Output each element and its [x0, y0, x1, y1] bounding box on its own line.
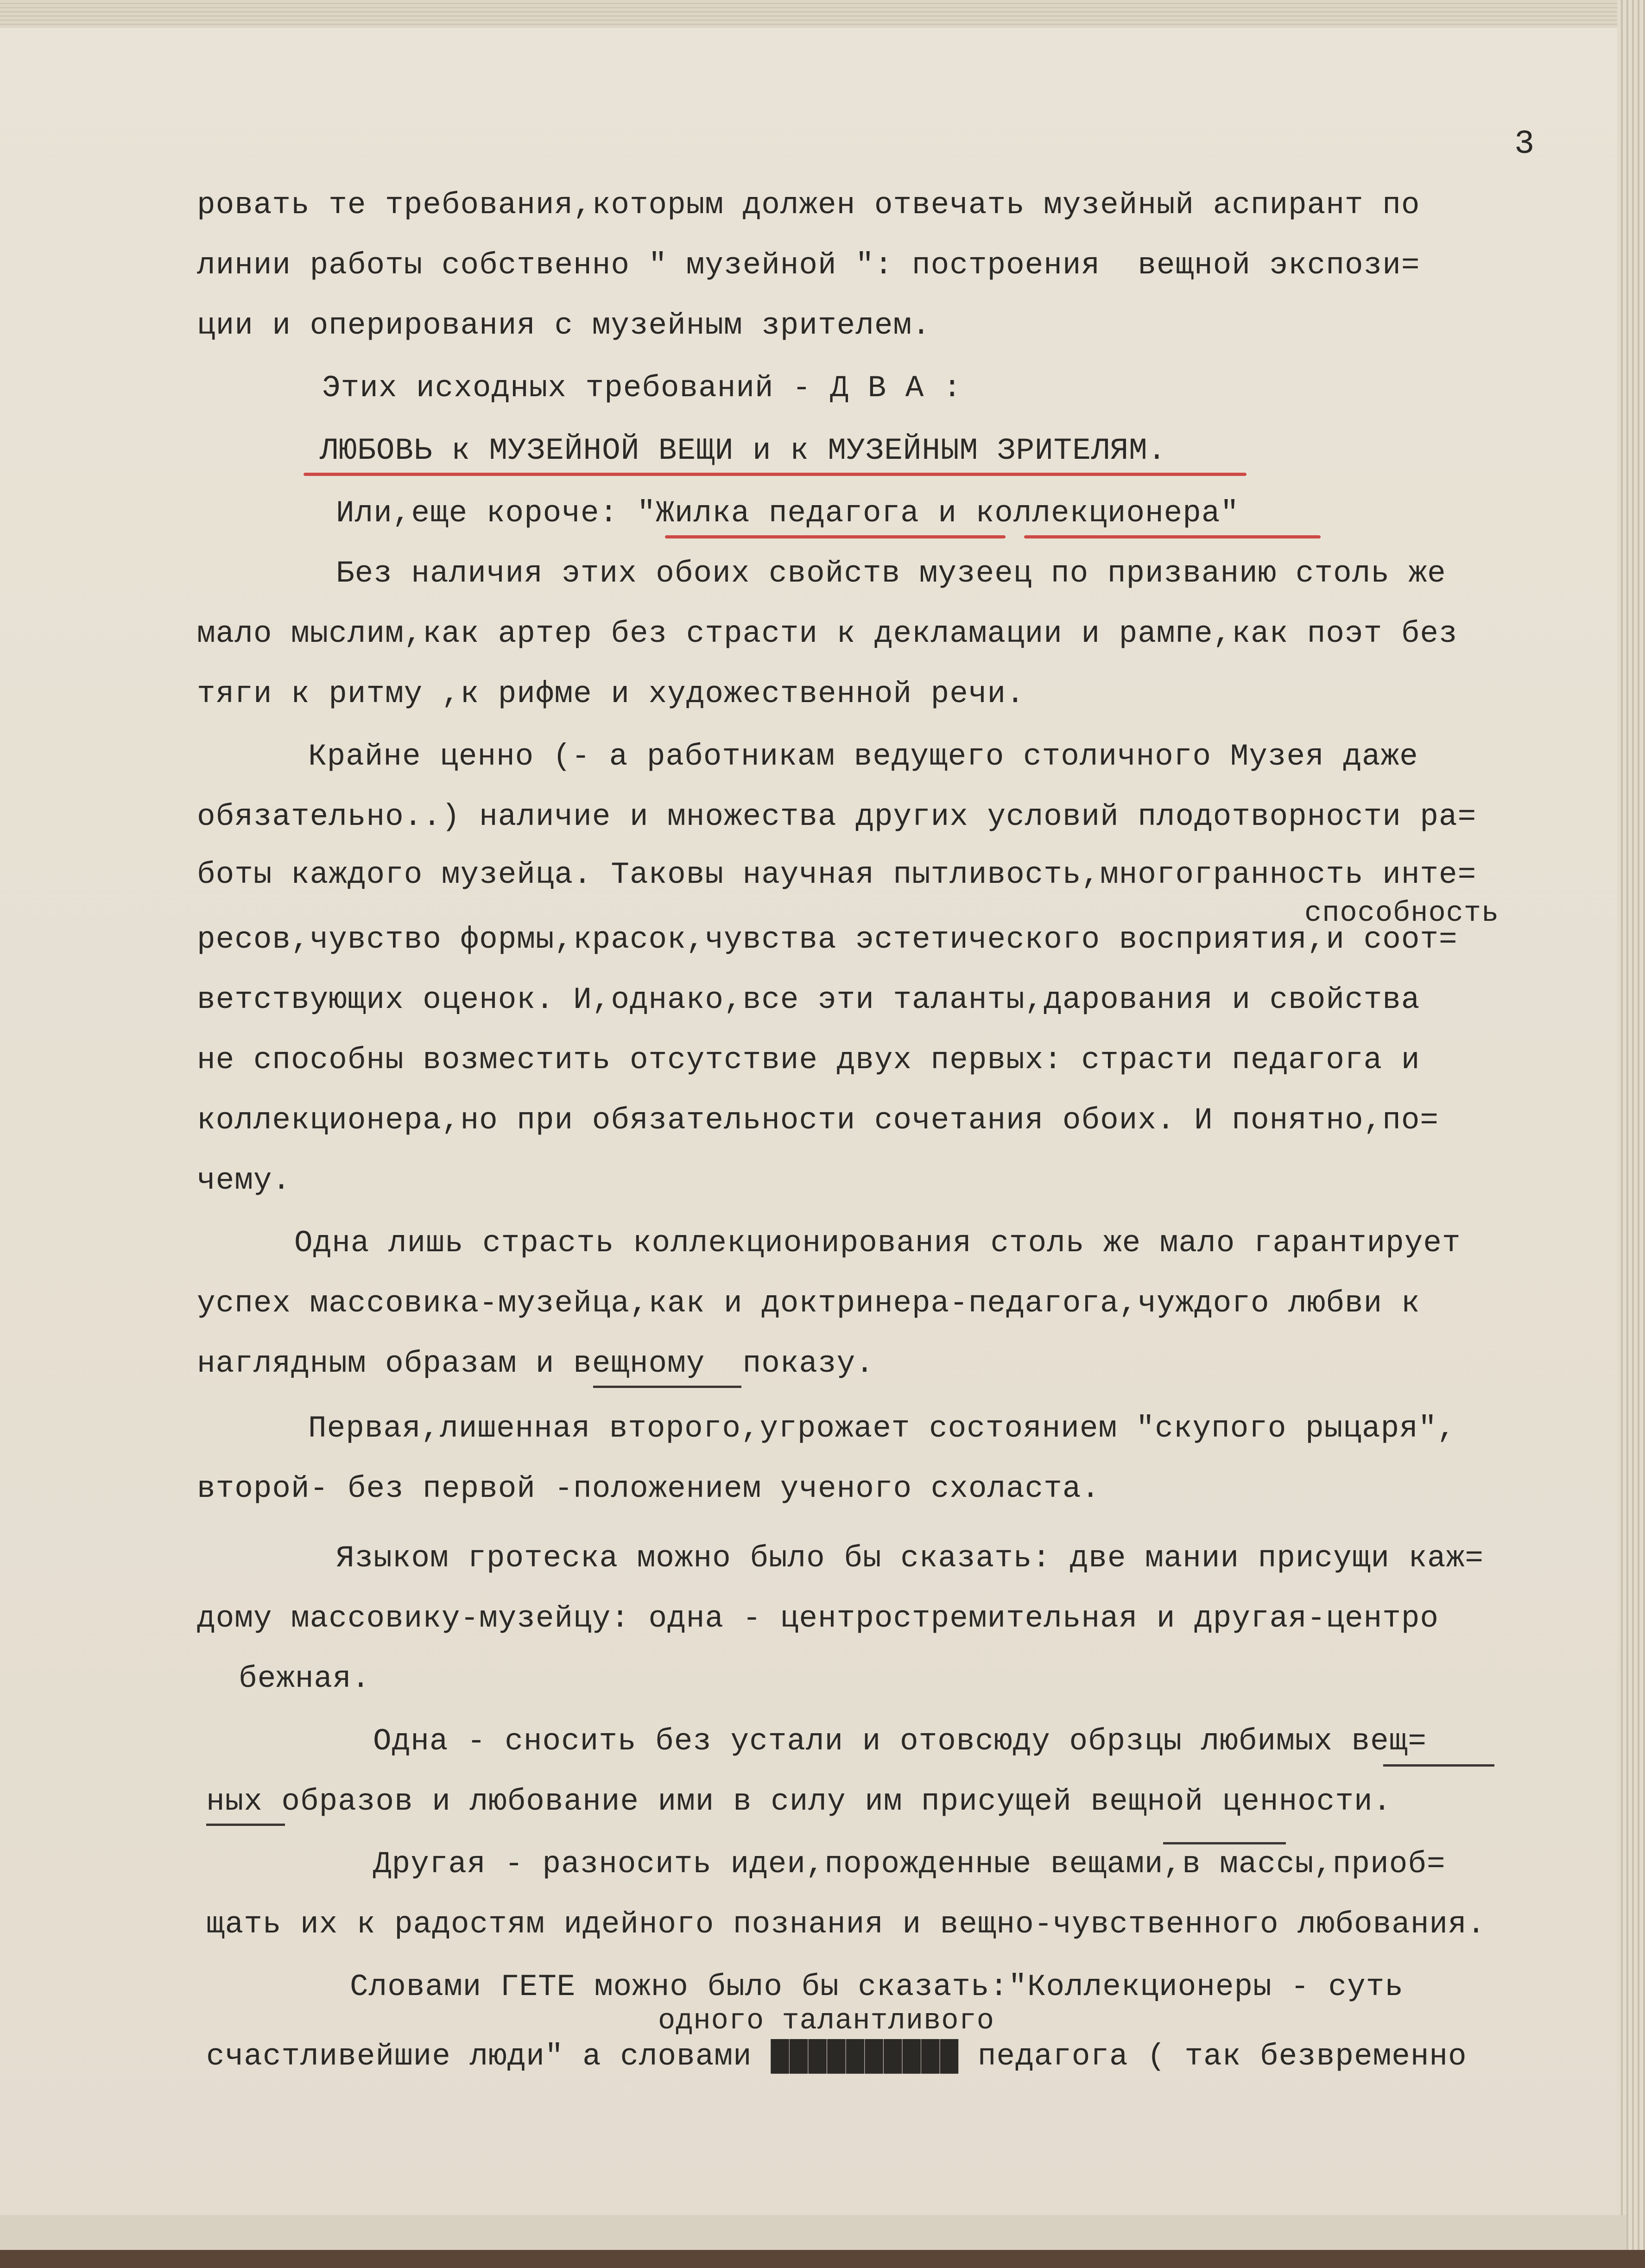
line-18: Одна лишь страсть коллекционирования столь же мало гарантирует [294, 1226, 1461, 1261]
page-number: 3 [1514, 125, 1535, 163]
red-underline-2b [1024, 535, 1321, 538]
line-9: тяги к ритму ,к рифме и художественной речи. [197, 677, 1025, 711]
line-26: Одна - сносить без устали и отовсюду обрзцы любимых вещ= [373, 1724, 1427, 1759]
line-16: коллекционера,но при обязательности сочетания обоих. И понятно,по= [197, 1103, 1439, 1138]
line-23: Языком гротеска можно было бы сказать: две мании присущи каж= [336, 1541, 1484, 1576]
line-8: мало мыслим,как артер без страсти к декламации и рампе,как поэт без [197, 616, 1458, 651]
binding-shadow [0, 2250, 1645, 2268]
line-20: наглядным образам и вещному показу. [197, 1346, 874, 1381]
line-14: ветствующих оценок. И,однако,все эти таланты,дарования и свойства [197, 982, 1420, 1017]
line-10: Крайне ценно (- а работникам ведущего столичного Музея даже [308, 739, 1418, 774]
line-27: ных образов и любование ими в силу им присущей вещной ценности. [206, 1784, 1392, 1819]
line-11: обязательно..) наличие и множества других условий плодотворности ра= [197, 799, 1477, 834]
ink-underline-veshnomu [593, 1386, 741, 1388]
line-17: чему. [197, 1163, 291, 1198]
ink-underline-veshnoi [1163, 1842, 1286, 1844]
line-31: счастливейшие люди" а словами ██████████ педагога ( так безвременно [206, 2039, 1467, 2074]
line-1: ровать те требования,которым должен отвечать музейный аспирант по [197, 188, 1420, 222]
line-21: Первая,лишенная второго,угрожает состоянием "скупого рыцаря", [308, 1411, 1456, 1446]
red-underline-1 [304, 473, 1246, 476]
red-underline-2a [665, 535, 1006, 538]
line-19: успех массовика-музейца,как и доктринера-педагога,чуждого любви к [197, 1286, 1420, 1321]
ink-underline-nykh [206, 1824, 285, 1826]
line-4: Этих исходных требований - Д В А : [322, 371, 962, 405]
line-29: щать их к радостям идейного познания и вещно-чувственного любования. [206, 1907, 1486, 1942]
insertion-odnogo-talantlivogo: одного талантливого [658, 2004, 994, 2037]
line-7: Без наличия этих обоих свойств музеец по призванию столь же [336, 556, 1446, 591]
page-stack-right-edge [1617, 0, 1645, 2268]
line-15: не способны возместить отсутствие двух первых: страсти педагога и [197, 1043, 1420, 1077]
line-5-underlined-red: ЛЮБОВЬ к МУЗЕЙНОЙ ВЕЩИ и к МУЗЕЙНЫМ ЗРИТЕЛЯМ. [320, 433, 1167, 468]
line-24: дому массовику-музейцу: одна - центростремительная и другая-центро [197, 1601, 1439, 1636]
line-6: Или,еще короче: "Жилка педагога и коллекционера" [336, 496, 1240, 531]
line-22: второй- без первой -положением ученого схоласта. [197, 1471, 1101, 1506]
line-25: бежная. [239, 1661, 371, 1696]
line-28: Другая - разносить идеи,порожденные вещами,в массы,приоб= [373, 1847, 1446, 1882]
line-12: боты каждого музейца. Таковы научная пытливость,многогранность инте= [197, 857, 1477, 892]
page-stack-top-edge [0, 0, 1645, 28]
insertion-sposobnost: способность [1304, 897, 1499, 930]
ink-underline-veshch [1383, 1764, 1494, 1767]
line-2: линии работы собственно " музейной ": построения вещной экспози= [197, 248, 1420, 283]
page-bottom-margin [0, 2215, 1626, 2250]
line-30: Словами ГЕТЕ можно было бы сказать:"Коллекционеры - суть [350, 1970, 1404, 2004]
line-13: ресов,чувство формы,красок,чувства эстетического восприятия,и соот= [197, 922, 1458, 957]
line-3: ции и оперирования с музейным зрителем. [197, 308, 931, 343]
